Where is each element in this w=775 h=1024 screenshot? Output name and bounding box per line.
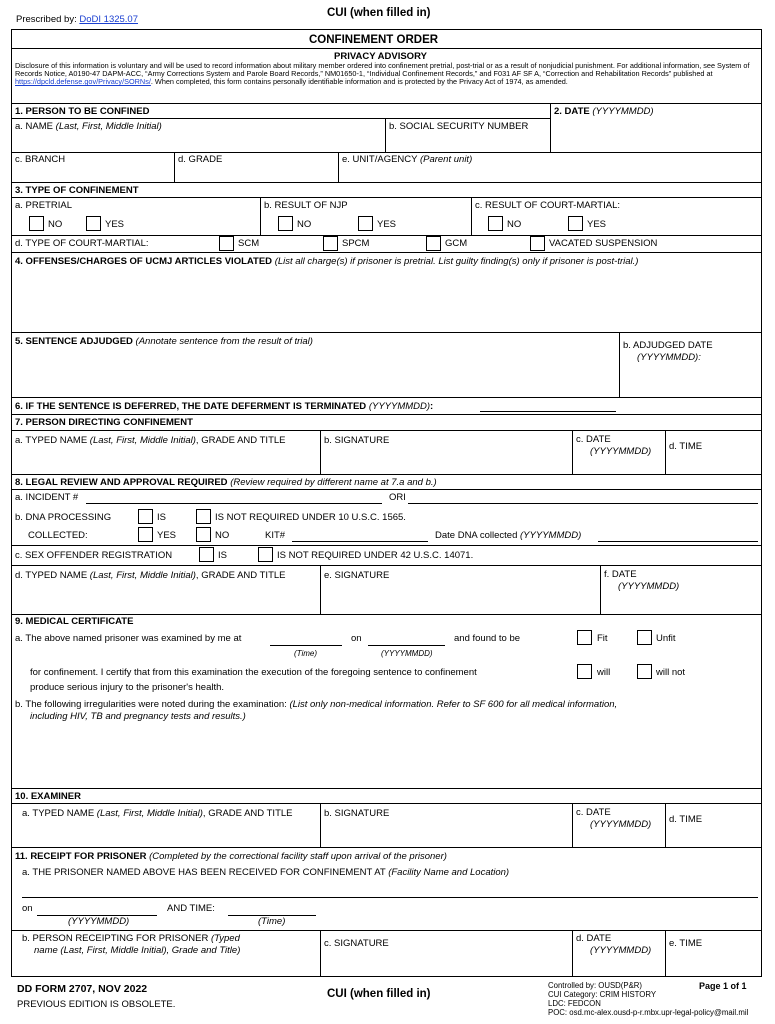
s6-rule [11,414,762,415]
s7-typed-field[interactable] [15,448,315,472]
s7-divider-1 [320,430,321,474]
gcm-checkbox[interactable] [426,236,441,251]
fit-label: Fit [597,633,608,644]
s11-time-field[interactable] [669,952,758,975]
s7-title: 7. PERSON DIRECTING CONFINEMENT [15,417,193,428]
collected-yes-label: YES [157,530,177,541]
s10-divider-1 [320,803,321,847]
s7-rule [11,430,762,431]
date-field[interactable] [554,120,758,152]
s3-pretrial-label: a. PRETRIAL [15,200,73,211]
date-dna-label: Date DNA collected (YYYYMMDD) [435,530,582,541]
form-number: DD FORM 2707, NOV 2022 [17,983,148,995]
incident-line[interactable] [86,503,382,504]
s10-divider-2 [572,803,573,847]
dna-is-label: IS [157,512,166,523]
sex-is-label: IS [218,550,227,561]
s9-rule [11,788,762,789]
s3-divider-1 [260,197,261,235]
s11-signature-field[interactable] [324,952,568,975]
s11-date-field[interactable] [576,958,661,975]
s11-on: on [22,903,33,914]
s11-person-field[interactable] [15,958,315,975]
s9-date-hint: (YYYYMMDD) [381,649,433,658]
s7-divider-3 [665,430,666,474]
njp-no-label: NO [297,219,312,230]
court-yes-label: YES [587,219,607,230]
exam-time-line[interactable] [270,645,342,646]
s3-court-label: c. RESULT OF COURT-MARTIAL: [475,200,620,211]
s3-rule-2 [11,235,762,236]
s4-title: 4. OFFENSES/CHARGES OF UCMJ ARTICLES VIOLATED (List all charge(s) if prisoner is pretrial. List guilty finding(s) only if prisoner is post-trial.) [15,256,639,267]
irregularities-field[interactable] [15,726,758,786]
s3-title: 3. TYPE OF CONFINEMENT [15,185,139,196]
s11-date-hint: (YYYYMMDD) [68,916,130,927]
s9-line-b: b. The following irregularities were noted during the examination: (List only non-medical information. Refer to SF 600 for all medical information, [15,699,618,710]
spcm-checkbox[interactable] [323,236,338,251]
s10-rule [11,803,762,804]
deferment-date-line[interactable] [480,411,616,412]
grade-field[interactable] [178,166,334,181]
vacated-checkbox[interactable] [530,236,545,251]
s7-signature-label: b. SIGNATURE [324,435,390,446]
sex-is-checkbox[interactable] [199,547,214,562]
prescribed-by-label: Prescribed by: [16,14,80,25]
court-no-label: NO [507,219,522,230]
s11-date-hint2: (YYYYMMDD) [590,945,652,956]
scm-label: SCM [238,238,260,249]
cui-category: CUI Category: CRIM HISTORY [548,990,657,999]
pretrial-yes-checkbox[interactable] [86,216,101,231]
form-title: CONFINEMENT ORDER [309,34,439,46]
s9-produce: produce serious injury to the prisoner's health. [30,682,225,693]
s10-signature-field[interactable] [324,821,568,845]
s11-divider-3 [665,930,666,977]
s10-rule-2 [11,847,762,848]
s3-type-cm-label: d. TYPE OF COURT-MARTIAL: [15,238,149,249]
collected-no-label: NO [215,530,230,541]
branch-field[interactable] [15,166,170,181]
s9-found: and found to be [454,633,521,644]
s11-time-label: e. TIME [669,938,703,949]
s8-date-label: f. DATE [604,569,637,580]
pretrial-yes-label: YES [105,219,125,230]
prescribed-by [16,14,138,25]
s9-title: 9. MEDICAL CERTIFICATE [15,616,134,627]
s1-branch-label: c. BRANCH [15,154,66,165]
dodi-link[interactable]: DoDI 1325.07 [79,14,138,25]
s3-njp-label: b. RESULT OF NJP [264,200,348,211]
pretrial-no-label: NO [48,219,63,230]
sex-not-label: IS NOT REQUIRED UNDER 42 U.S.C. 14071. [277,550,474,561]
s1-name-label: a. NAME (Last, First, Middle Initial) [15,121,162,132]
title-rule [11,48,762,49]
s2-divider [550,103,551,153]
adjudged-date-field[interactable] [623,366,758,394]
s11-date-label: d. DATE [576,933,612,944]
s7-date-hint: (YYYYMMDD) [590,446,652,457]
s4-rule [11,332,762,333]
s1-branch-divider [174,152,175,182]
pretrial-no-checkbox[interactable] [29,216,44,231]
dna-label: b. DNA PROCESSING [15,512,112,523]
incident-label: a. INCIDENT # [15,492,79,503]
will-checkbox[interactable] [577,664,592,679]
s7-date-field[interactable] [576,458,661,472]
privacy-text: Disclosure of this information is voluntary and will be used to record information about military member ordered into confinement pretrial, post-trial or as a result of nonjudicial punishment. For additional information, see System of Records Notice, A0190-47 DAPM-ACC, “Army Corrections System and Parole Board Records,” NM01650-1, “Individual Confinement Records,” and F031 AF SF A, “Correction and Rehabilitation Records” published at https://dpcld.defense.gov/Privacy/SORNs/. When completed, this form contains personally identifiable information and is protected by the Privacy Act of 1974, as amended. [15,61,750,87]
s8-rule-3 [11,565,762,566]
previous-edition: PREVIOUS EDITION IS OBSOLETE. [17,999,176,1010]
collected-no-checkbox[interactable] [196,527,211,542]
dna-not-label: IS NOT REQUIRED UNDER 10 U.S.C. 1565. [215,512,406,523]
s9-on: on [351,633,362,644]
cui-bottom: CUI (when filled in) [327,988,431,1000]
s10-time-field[interactable] [669,828,758,845]
s5-divider [619,332,620,397]
offenses-field[interactable] [15,269,758,329]
court-yes-checkbox[interactable] [568,216,583,231]
s5-title: 5. SENTENCE ADJUDGED (Annotate sentence from the result of trial) [15,336,313,347]
s10-title: 10. EXAMINER [15,791,81,802]
kit-line[interactable] [292,541,428,542]
s8-rule-4 [11,614,762,615]
ori-line[interactable] [408,503,758,504]
s1-grade-divider [338,152,339,182]
scm-checkbox[interactable] [219,236,234,251]
collected-yes-checkbox[interactable] [138,527,153,542]
s9-time-hint: (Time) [294,649,318,658]
s7-rule-2 [11,474,762,475]
s7-divider-2 [572,430,573,474]
unit-field[interactable] [342,166,758,181]
s1-rule-3 [11,182,762,183]
s8-signature-field[interactable] [324,583,596,612]
s10-signature-label: b. SIGNATURE [324,808,390,819]
s7-date-label: c. DATE [576,434,611,445]
s2-title: 2. DATE (YYYYMMDD) [554,106,654,117]
s8-title: 8. LEGAL REVIEW AND APPROVAL REQUIRED (Review required by different name at 7.a and b.) [15,477,437,488]
s11-person-label: b. PERSON RECEIPTING FOR PRISONER (Typed [22,933,240,944]
sorn-link[interactable]: https://dpcld.defense.gov/Privacy/SORNs/ [15,77,151,87]
s3-rule-3 [11,252,762,253]
court-no-checkbox[interactable] [488,216,503,231]
s8-date-hint: (YYYYMMDD) [618,581,680,592]
s1-title: 1. PERSON TO BE CONFINED [15,106,150,117]
s8-divider-1 [320,565,321,614]
exam-date-line[interactable] [368,645,445,646]
controlled-by: Controlled by: OUSD(P&R) [548,981,643,990]
s8-rule-2 [11,545,762,546]
s6-title: 6. IF THE SENTENCE IS DEFERRED, THE DATE DEFERMENT IS TERMINATED (YYYYMMDD): [15,401,434,412]
s8-date-field[interactable] [604,594,758,612]
privacy-heading: PRIVACY ADVISORY [334,51,427,62]
unfit-label: Unfit [656,633,676,644]
ldc: LDC: FEDCON [548,999,601,1008]
s11-line-a: a. THE PRISONER NAMED ABOVE HAS BEEN RECEIVED FOR CONFINEMENT AT (Facility Name and Location) [22,867,510,878]
s11-and-time: AND TIME: [167,903,215,914]
s9-for-conf: for confinement. I certify that from this examination the execution of the foregoing sentence to confinement [30,667,477,678]
s11-rule [11,930,762,931]
s8-divider-2 [600,565,601,614]
s10-typed-field[interactable] [15,821,315,845]
s3-rule [11,197,762,198]
facility-line[interactable] [22,897,758,898]
poc: POC: osd.mc-alex.ousd-p-r.mbx.upr-legal-policy@mail.mil [548,1008,749,1017]
s7-time-label: d. TIME [669,441,703,452]
s5-rule [11,397,762,398]
will-label: will [597,667,611,678]
s10-date-label: c. DATE [576,807,611,818]
dna-is-checkbox[interactable] [138,509,153,524]
s3-divider-2 [471,197,472,235]
s7-signature-field[interactable] [324,448,568,472]
s1-rule [11,118,550,119]
s1-ssn-divider [385,118,386,153]
s1-ssn-label: b. SOCIAL SECURITY NUMBER [389,121,529,132]
s10-typed-label: a. TYPED NAME (Last, First, Middle Initial), GRADE AND TITLE [22,808,293,819]
spcm-label: SPCM [342,238,370,249]
privacy-rule [11,103,762,104]
sentence-field[interactable] [15,350,615,395]
s7-typed-label: a. TYPED NAME (Last, First, Middle Initial), GRADE AND TITLE [15,435,286,446]
s11-divider-1 [320,930,321,977]
s7-time-field[interactable] [669,455,758,472]
s11-time-hint: (Time) [258,916,286,927]
s11-divider-2 [572,930,573,977]
sex-label: c. SEX OFFENDER REGISTRATION [15,550,173,561]
s1-grade-label: d. GRADE [178,154,223,165]
s5-date-label: b. ADJUDGED DATE [623,340,713,351]
s11-person-hint: name (Last, First, Middle Initial), Grade and Title) [34,945,241,956]
ori-label: ORI [389,492,406,503]
s1-rule-2 [11,152,762,153]
ssn-field[interactable] [389,133,546,151]
s10-date-hint: (YYYYMMDD) [590,819,652,830]
will-not-checkbox[interactable] [637,664,652,679]
gcm-label: GCM [445,238,468,249]
s10-time-label: d. TIME [669,814,703,825]
page-number: Page 1 of 1 [699,981,747,991]
will-not-label: will not [656,667,686,678]
sex-not-checkbox[interactable] [258,547,273,562]
s8-typed-field[interactable] [15,583,315,612]
s11-signature-label: c. SIGNATURE [324,938,389,949]
s10-date-field[interactable] [576,831,661,845]
s1-unit-label: e. UNIT/AGENCY (Parent unit) [342,154,473,165]
s9-line-a: a. The above named prisoner was examined by me at [15,633,242,644]
njp-no-checkbox[interactable] [278,216,293,231]
date-dna-line[interactable] [598,541,758,542]
s9-line-b-hint2: including HIV, TB and pregnancy tests and results.) [30,711,246,722]
s8-rule [11,489,762,490]
vacated-label: VACATED SUSPENSION [549,238,658,249]
name-field[interactable] [15,133,381,151]
kit-label: KIT# [265,530,286,541]
s11-title: 11. RECEIPT FOR PRISONER (Completed by the correctional facility staff upon arrival of the prisoner) [15,851,447,862]
collected-label: COLLECTED: [28,530,88,541]
s5-date-hint: (YYYYMMDD): [637,352,701,363]
njp-yes-checkbox[interactable] [358,216,373,231]
s8-typed-label: d. TYPED NAME (Last, First, Middle Initial), GRADE AND TITLE [15,570,286,581]
njp-yes-label: YES [377,219,397,230]
dna-not-checkbox[interactable] [196,509,211,524]
cui-top: CUI (when filled in) [327,7,431,19]
s8-signature-label: e. SIGNATURE [324,570,390,581]
unfit-checkbox[interactable] [637,630,652,645]
fit-checkbox[interactable] [577,630,592,645]
s10-divider-3 [665,803,666,847]
